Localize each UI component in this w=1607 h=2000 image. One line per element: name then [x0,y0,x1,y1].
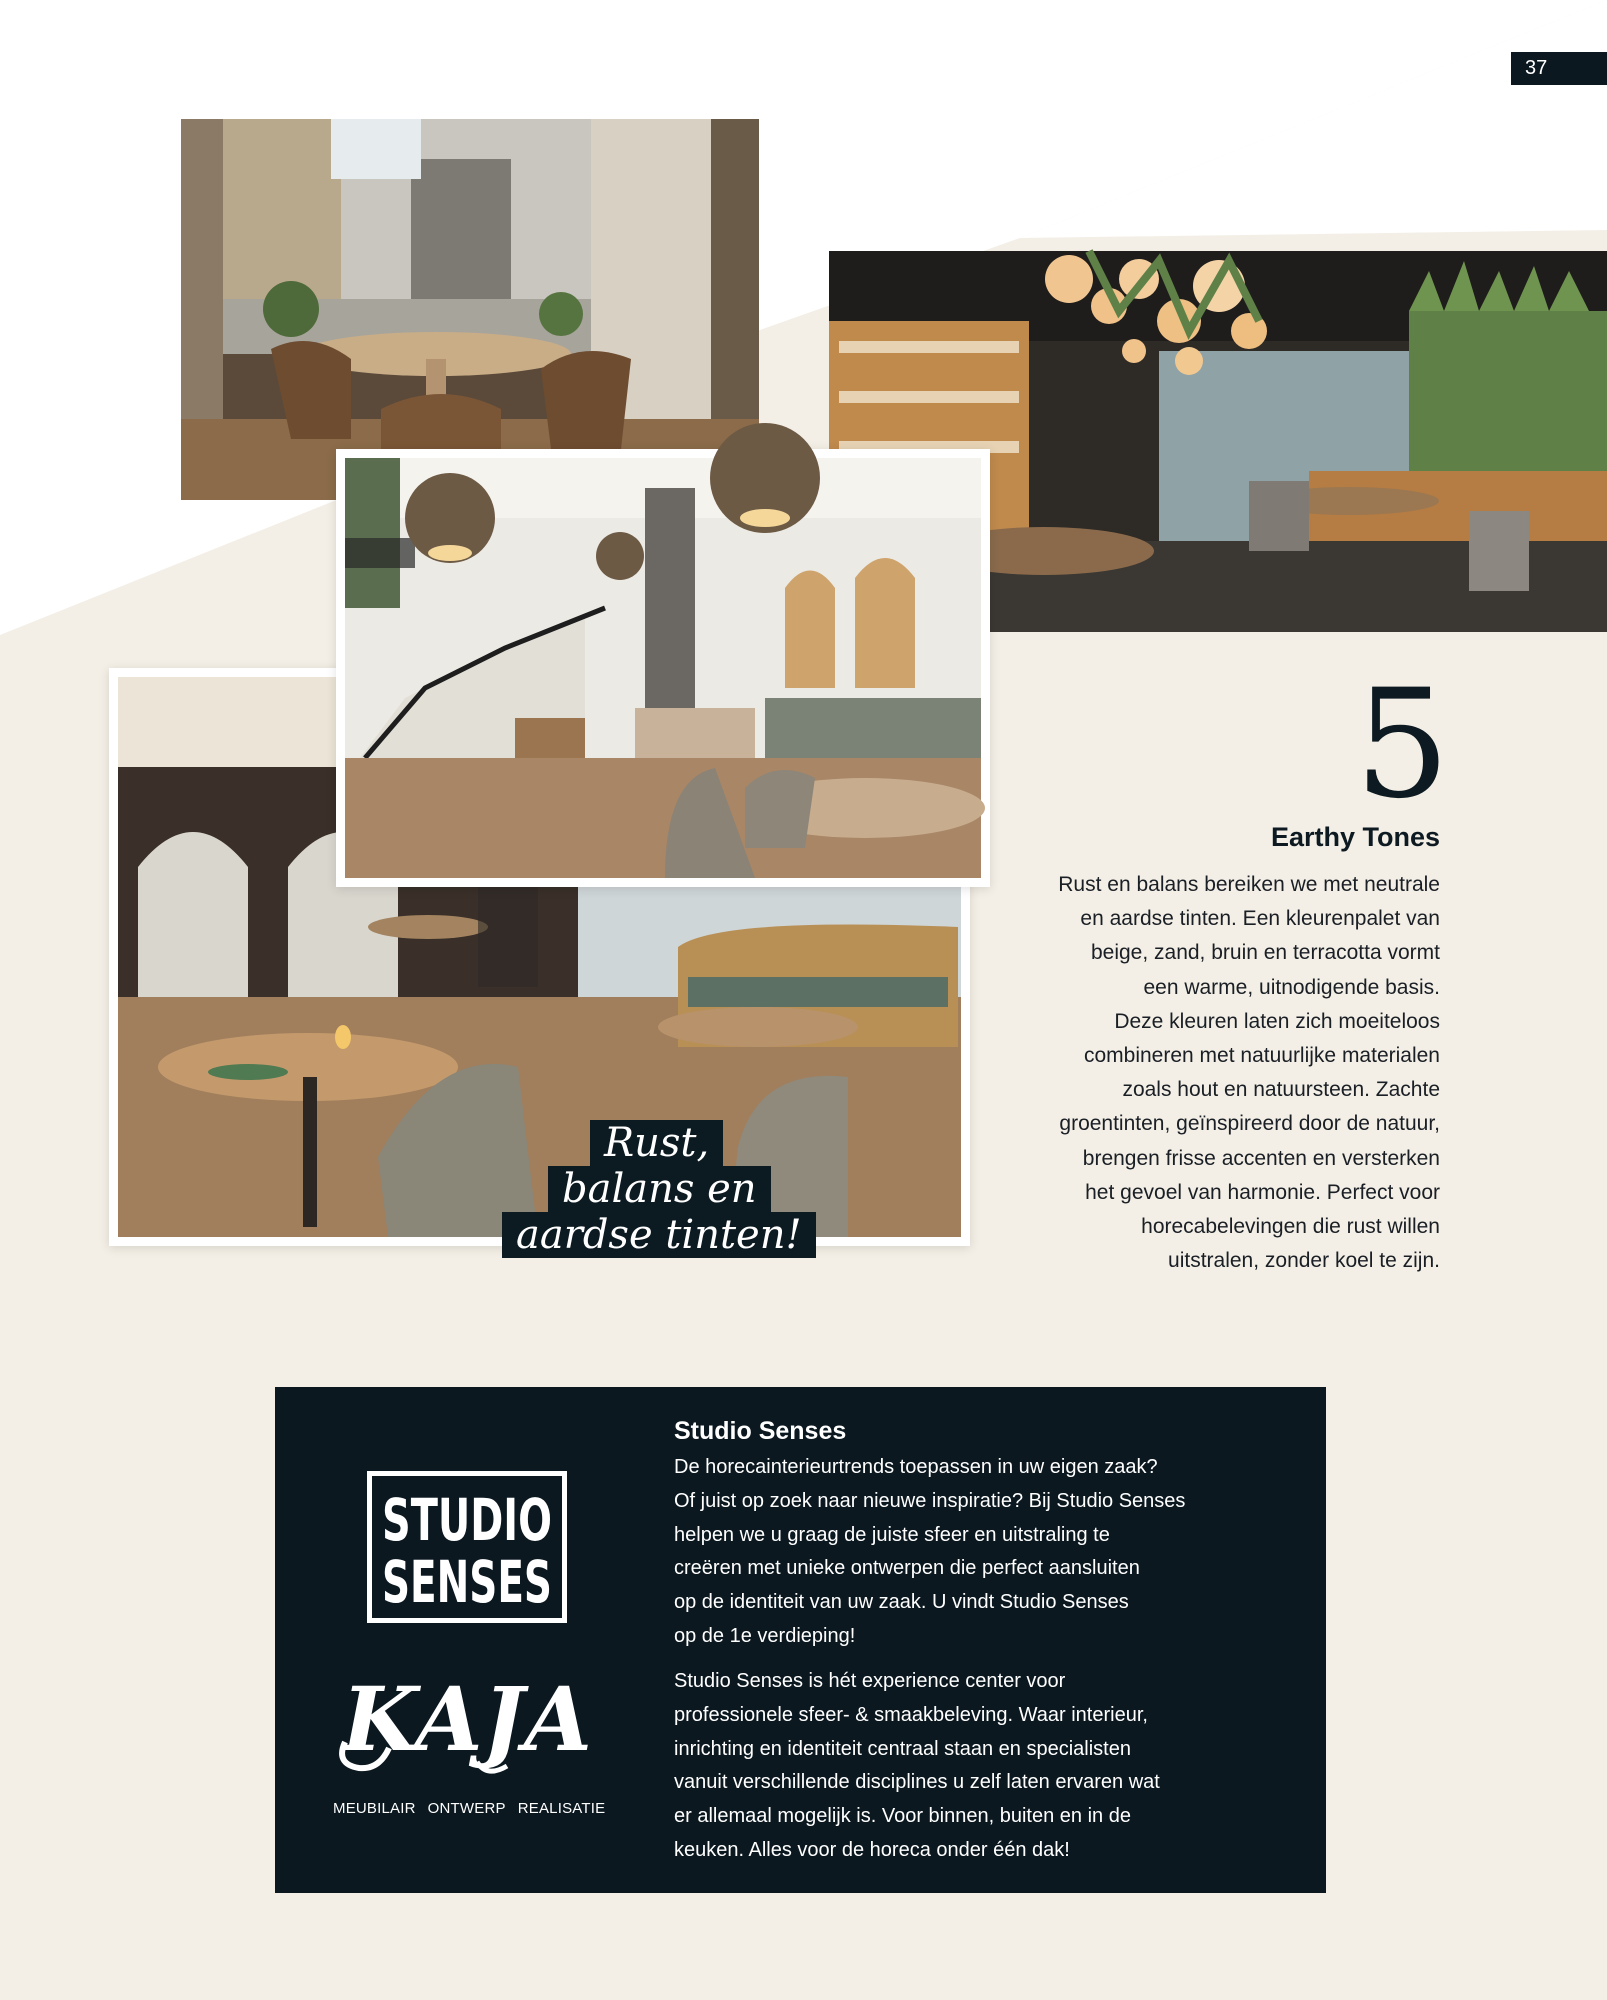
photo-caption-line-2: balans en [548,1166,771,1212]
promo-line: er allemaal mogelijk is. Voor binnen, buiten en in de [674,1805,1131,1828]
article-body-line: een warme, uitnodigende basis. [1143,975,1440,999]
article-number: 5 [1354,658,1450,832]
promo-line: Of juist op zoek naar nieuwe inspiratie? Bij Studio Senses [674,1489,1186,1512]
photo-caption-line-1: Rust, [590,1120,723,1166]
article-body-line: Rust en balans bereiken we met neutrale [1058,873,1440,896]
promo-line: vanuit verschillende disciplines u zelf laten ervaren wat [674,1771,1160,1794]
promo-paragraph-1 [674,1451,1284,1654]
article-body-line: het gevoel van harmonie. Perfect voor [1085,1180,1440,1204]
studio-senses-box [275,1387,1326,1893]
svg-text:STUDIO: STUDIO [382,1486,552,1554]
promo-line: keuken. Alles voor de horeca onder één dak! [674,1838,1070,1861]
photo-window-dining [181,119,759,500]
promo-line: helpen we u graag de juiste sfeer en uitstraling te [674,1523,1110,1546]
promo-line: inrichting en identiteit centraal staan en specialisten [674,1737,1131,1760]
article-body-line: beige, zand, bruin en terracotta vormt [1090,941,1440,965]
kaja-tagline [327,1800,607,1817]
article-title: Earthy Tones [1270,822,1440,852]
article-body-line: horecabelevingen die rust willen [1141,1215,1440,1239]
article-body-line: zoals hout en natuursteen. Zachte [1122,1078,1440,1102]
article-body-line: combineren met natuurlijke materialen [1083,1044,1440,1068]
article-body-line: groentinten, geïnspireerd door de natuur, [1059,1112,1440,1136]
article-body-line: en aardse tinten. Een kleurenpalet van [1080,907,1440,931]
kaja-logo [327,1667,607,1780]
photo-caption-line-3: aardse tinten! [502,1212,816,1258]
promo-line: op de identiteit van uw zaak. U vindt Studio Senses [674,1591,1129,1614]
article-body-line: Deze kleuren laten zich moeiteloos [1114,1009,1440,1033]
tagline-word: MEUBILAIR [333,1800,416,1817]
tagline-word: ONTWERP [427,1800,506,1817]
promo-line: creëren met unieke ontwerpen die perfect aansluiten [674,1557,1140,1580]
article-body-line: uitstralen, zonder koel te zijn. [1168,1249,1440,1273]
promo-paragraph-2 [674,1665,1284,1868]
svg-text:SENSES: SENSES [382,1548,552,1616]
promo-line: Studio Senses is hét experience center voor [674,1670,1066,1692]
promo-title: Studio Senses [674,1417,847,1445]
promo-line: professionele sfeer- & smaakbeleving. Waar interieur, [674,1703,1148,1726]
promo-line: De horecainterieurtrends toepassen in uw eigen zaak? [674,1456,1158,1478]
svg-text:KAJA: KAJA [339,1667,592,1771]
tagline-word: REALISATIE [517,1800,606,1817]
article-body-line: brengen frisse accenten en versterken [1082,1146,1440,1170]
page-number: 37 [1511,52,1607,85]
promo-line: op de 1e verdieping! [674,1624,856,1647]
article-body [990,868,1440,1278]
photo-staircase-lobby [336,449,990,887]
studio-senses-logo [367,1471,567,1623]
